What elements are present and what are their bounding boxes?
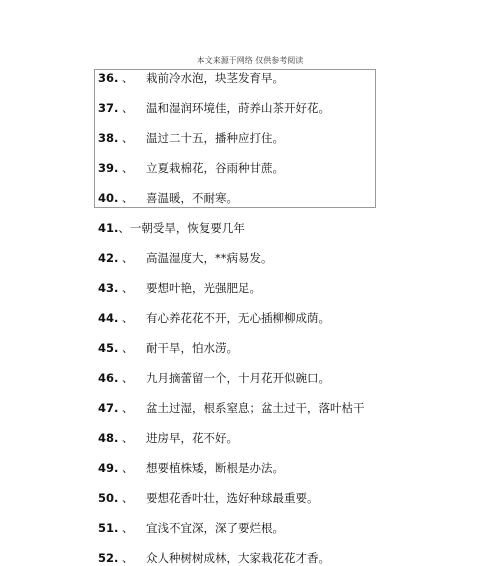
- item-number: 51.: [98, 521, 119, 535]
- item-separator: 、: [118, 221, 130, 235]
- list-item: [98, 460, 284, 476]
- list-item: [98, 400, 365, 416]
- item-number: 46.: [98, 371, 119, 385]
- item-separator: 、: [122, 521, 134, 535]
- item-text: 喜温暖，不耐寒。: [146, 191, 238, 205]
- item-number: 40.: [98, 191, 119, 205]
- list-item: [98, 430, 238, 446]
- item-text: 众人种树树成林，大家栽花花才香。: [146, 551, 330, 565]
- item-separator: 、: [122, 551, 134, 565]
- item-text: 进房早，花不好。: [146, 431, 238, 445]
- item-text: 耐干旱，怕水涝。: [146, 341, 238, 355]
- item-separator: 、: [122, 311, 134, 325]
- item-separator: 、: [122, 491, 134, 505]
- list-item: [98, 190, 238, 206]
- item-number: 50.: [98, 491, 119, 505]
- item-number: 43.: [98, 281, 119, 295]
- item-separator: 、: [122, 401, 134, 415]
- item-number: 42.: [98, 251, 119, 265]
- item-text: 立夏栽棉花，谷雨种甘蔗。: [146, 161, 284, 175]
- item-text: 要想叶艳，光强肥足。: [146, 281, 261, 295]
- item-number: 52.: [98, 551, 119, 565]
- item-text: 九月摘蕾留一个，十月花开似碗口。: [146, 371, 330, 385]
- item-separator: 、: [122, 101, 134, 115]
- item-number: 48.: [98, 431, 119, 445]
- list-item: [98, 220, 245, 236]
- list-item: [98, 490, 319, 506]
- item-text: 一朝受旱，恢复要几年: [129, 221, 245, 235]
- list-item: [98, 520, 284, 536]
- item-number: 38.: [98, 131, 119, 145]
- list-item: [98, 340, 238, 356]
- item-separator: 、: [122, 191, 134, 205]
- list-item: [98, 310, 330, 326]
- item-separator: 、: [122, 131, 134, 145]
- item-number: 44.: [98, 311, 119, 325]
- item-number: 45.: [98, 341, 119, 355]
- list-item: [98, 280, 261, 296]
- item-separator: 、: [122, 251, 134, 265]
- item-text: 盆土过湿，根系窒息；盆土过干，落叶枯干: [146, 401, 365, 415]
- list-item: [98, 130, 284, 146]
- item-number: 47.: [98, 401, 119, 415]
- page-header-note: 本文来源于网络 仅供参考阅读: [196, 56, 304, 65]
- item-separator: 、: [122, 461, 134, 475]
- item-separator: 、: [122, 161, 134, 175]
- item-number: 36.: [98, 71, 119, 85]
- item-number: 39.: [98, 161, 119, 175]
- item-number: 37.: [98, 101, 119, 115]
- item-separator: 、: [122, 431, 134, 445]
- item-text: 温过二十五，播种应打住。: [146, 131, 284, 145]
- item-number: 41.: [98, 221, 119, 235]
- item-number: 49.: [98, 461, 119, 475]
- list-item: [98, 160, 284, 176]
- item-text: 栽前冷水泡，块茎发育早。: [146, 71, 284, 85]
- item-separator: 、: [122, 281, 134, 295]
- list-item: [98, 550, 330, 566]
- item-text: 有心养花花不开，无心插柳柳成荫。: [146, 311, 330, 325]
- item-text: 宜浅不宜深，深了要烂根。: [146, 521, 284, 535]
- list-item: [98, 370, 330, 386]
- item-text: 温和湿润环境佳，莳养山茶开好花。: [146, 101, 330, 115]
- item-separator: 、: [122, 371, 134, 385]
- list-item: [98, 100, 330, 116]
- item-separator: 、: [122, 71, 134, 85]
- list-item: [98, 250, 273, 266]
- item-text: 想要植株矮，断根是办法。: [146, 461, 284, 475]
- list-item: [98, 70, 284, 86]
- item-separator: 、: [122, 341, 134, 355]
- item-text: 要想花香叶壮，选好种球最重要。: [146, 491, 319, 505]
- item-text: 高温湿度大，**病易发。: [146, 251, 273, 265]
